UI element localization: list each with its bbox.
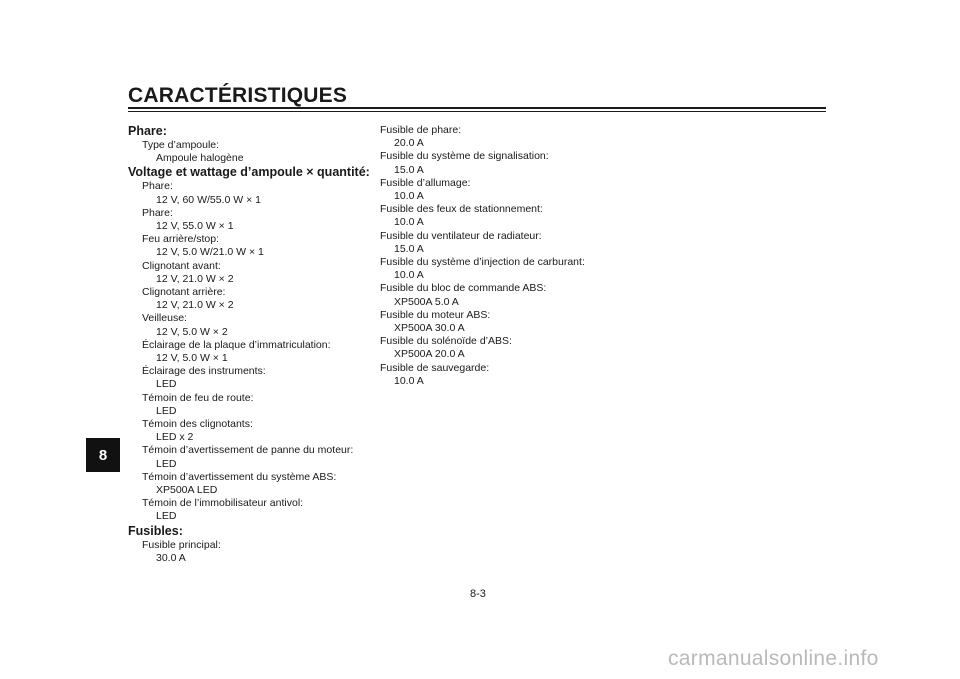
spec-value: 10.0 A bbox=[394, 269, 424, 282]
spec-column-left bbox=[128, 124, 368, 565]
spec-label: Fusible du moteur ABS: bbox=[380, 308, 491, 321]
spec-value: 12 V, 5.0 W × 2 bbox=[156, 325, 228, 338]
spec-label: Fusible du système d’injection de carburant: bbox=[380, 256, 585, 269]
section-tab: 8 bbox=[86, 438, 120, 472]
spec-value: XP500A 5.0 A bbox=[394, 295, 459, 308]
spec-label: Fusible de sauvegarde: bbox=[380, 361, 490, 374]
spec-label: Témoin de feu de route: bbox=[142, 391, 254, 404]
spec-value: 30.0 A bbox=[156, 551, 186, 564]
spec-value: 15.0 A bbox=[394, 163, 424, 176]
spec-value: 12 V, 21.0 W × 2 bbox=[156, 272, 234, 285]
spec-value: LED bbox=[156, 378, 177, 391]
section-heading: Fusibles: bbox=[128, 523, 183, 538]
spec-label: Fusible des feux de stationnement: bbox=[380, 203, 543, 216]
spec-value: XP500A LED bbox=[156, 484, 218, 497]
title-rule-thick bbox=[128, 107, 826, 109]
section-heading: Voltage et wattage d’ampoule × quantité: bbox=[128, 165, 370, 180]
spec-value: 20.0 A bbox=[394, 137, 424, 150]
spec-label: Fusible du ventilateur de radiateur: bbox=[380, 229, 542, 242]
spec-value: LED bbox=[156, 510, 177, 523]
spec-label: Clignotant arrière: bbox=[142, 286, 226, 299]
spec-label: Témoin de l’immobilisateur antivol: bbox=[142, 497, 304, 510]
spec-label: Fusible du système de signalisation: bbox=[380, 150, 549, 163]
spec-value: LED bbox=[156, 404, 177, 417]
spec-value: 12 V, 5.0 W/21.0 W × 1 bbox=[156, 246, 264, 259]
spec-value: XP500A 20.0 A bbox=[394, 348, 465, 361]
spec-label: Phare: bbox=[142, 206, 173, 219]
spec-label: Éclairage de la plaque d’immatriculation: bbox=[142, 338, 331, 351]
spec-label: Témoin des clignotants: bbox=[142, 418, 253, 431]
spec-value: 10.0 A bbox=[394, 216, 424, 229]
spec-label: Fusible du bloc de commande ABS: bbox=[380, 282, 547, 295]
spec-label: Fusible de phare: bbox=[380, 124, 462, 136]
spec-label: Clignotant avant: bbox=[142, 259, 221, 272]
spec-value: 10.0 A bbox=[394, 190, 424, 203]
spec-label: Type d’ampoule: bbox=[142, 139, 220, 151]
spec-value: XP500A 30.0 A bbox=[394, 322, 465, 335]
spec-value: Ampoule halogène bbox=[156, 152, 244, 165]
spec-label: Éclairage des instruments: bbox=[142, 365, 266, 378]
page-title: CARACTÉRISTIQUES bbox=[128, 84, 348, 107]
spec-value: 10.0 A bbox=[394, 374, 424, 387]
spec-label: Feu arrière/stop: bbox=[142, 233, 220, 246]
spec-label: Phare: bbox=[142, 180, 173, 193]
spec-column-right bbox=[380, 124, 660, 388]
spec-value: 12 V, 5.0 W × 1 bbox=[156, 352, 228, 365]
spec-label: Témoin d’avertissement du système ABS: bbox=[142, 470, 337, 483]
spec-value: 12 V, 55.0 W × 1 bbox=[156, 220, 234, 233]
spec-label: Fusible du solénoïde d’ABS: bbox=[380, 335, 512, 348]
spec-value: 15.0 A bbox=[394, 242, 424, 255]
spec-value: 12 V, 60 W/55.0 W × 1 bbox=[156, 193, 261, 206]
spec-label: Témoin d’avertissement de panne du moteur: bbox=[142, 444, 354, 457]
spec-label: Fusible principal: bbox=[142, 538, 221, 551]
spec-value: LED x 2 bbox=[156, 431, 194, 444]
spec-value: LED bbox=[156, 457, 177, 470]
title-rule-thin bbox=[128, 111, 826, 112]
spec-value: 12 V, 21.0 W × 2 bbox=[156, 299, 234, 312]
watermark: carmanualsonline.info bbox=[668, 647, 879, 670]
spec-label: Fusible d’allumage: bbox=[380, 176, 471, 189]
section-heading: Phare: bbox=[128, 124, 167, 138]
spec-label: Veilleuse: bbox=[142, 312, 187, 325]
page-number: 8-3 bbox=[470, 588, 486, 600]
